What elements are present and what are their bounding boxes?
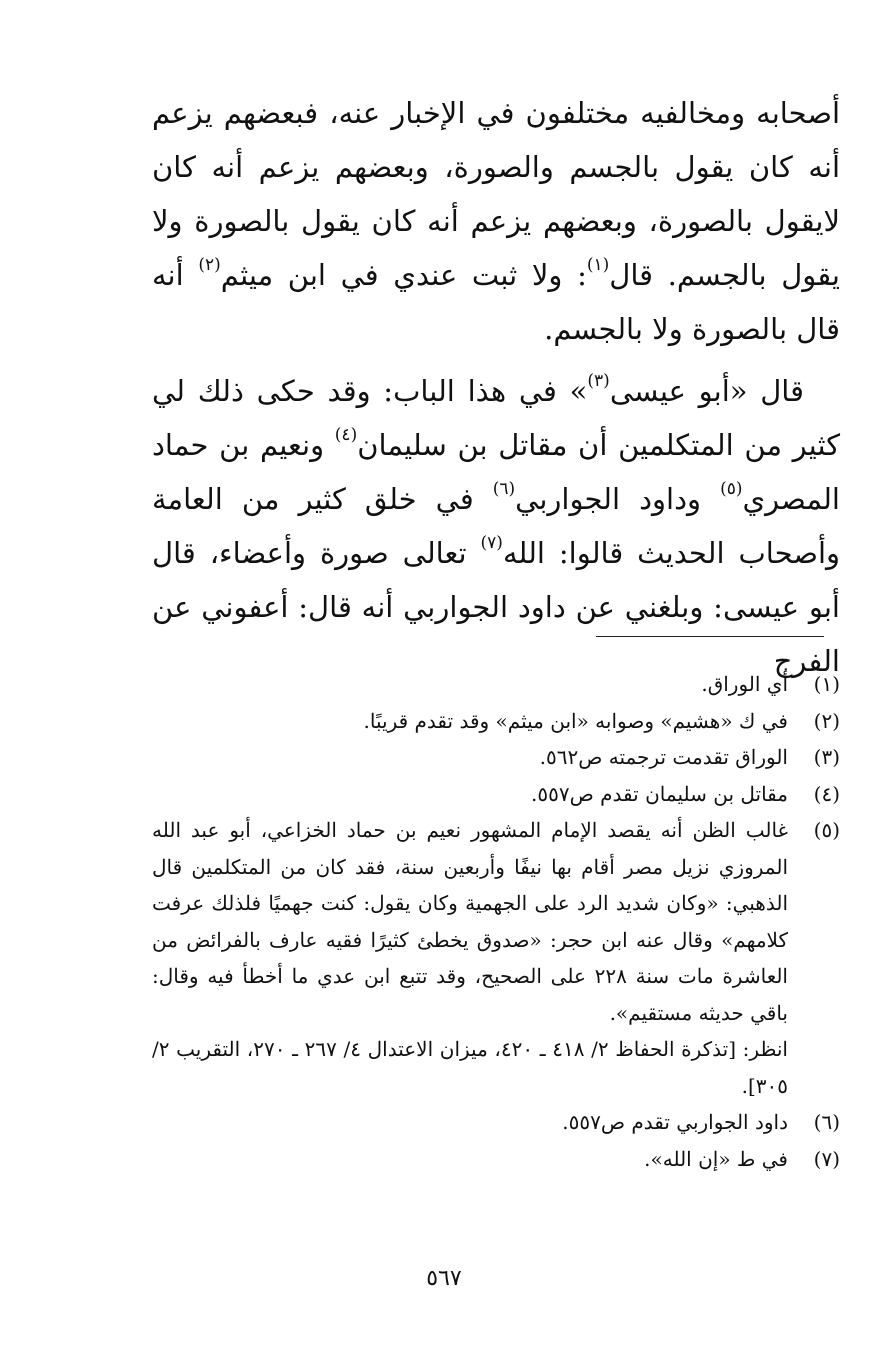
footnote-number: (٤) — [813, 781, 840, 806]
footnote-text: في ط «إن الله». — [644, 1146, 788, 1171]
footnote-ref-6[interactable]: (٦) — [492, 479, 516, 500]
footnote-number: (٧) — [813, 1146, 840, 1171]
footnote-text: أي الوراق. — [701, 672, 788, 696]
footnote-number: (٣) — [813, 745, 840, 769]
text-span: ونعيم بن حماد المصري — [152, 428, 840, 516]
footnote-4 — [152, 776, 840, 813]
footnote-ref-4[interactable]: (٤) — [334, 425, 358, 446]
footnote-2 — [152, 703, 840, 740]
footnote-ref-7[interactable]: (٧) — [480, 533, 503, 554]
footnote-text: مقاتل بن سليمان تقدم ص٥٥٧. — [531, 781, 788, 806]
text-span: » في هذا الباب: وقد حكى ذلك لي كثير من المتكلمين أن مقاتل بن سليمان — [152, 374, 840, 462]
text-span: أصحابه ومخالفيه مختلفون في الإخبار عنه، فبعضهم يزعم أنه كان يقول بالجسم والصورة، وبعضهم يزعم أنه كان لايقول بالصورة، وبعضهم يزعم أنه كان يقول بالصورة ولا يقول بالجسم. قال — [152, 96, 840, 292]
footnote-7 — [152, 1141, 840, 1178]
footnote-number: (٥) — [813, 818, 840, 842]
main-text — [152, 86, 840, 688]
footnote-number: (٦) — [813, 1110, 840, 1134]
main-paragraph-2 — [152, 364, 840, 688]
footnote-ref-2[interactable]: (٢) — [198, 255, 221, 276]
footnote-text: في ك «هشيم» وصوابه «ابن ميثم» وقد تقدم قريبًا. — [363, 708, 788, 733]
text-span: قال «أبو عيسى — [609, 374, 804, 408]
footnote-3 — [152, 739, 840, 776]
footnote-separator — [596, 636, 824, 637]
text-span: : ولا ثبت عندي في ابن ميثم — [220, 258, 587, 292]
text-span: وداود الجواربي — [515, 482, 721, 516]
page-number: ٥٦٧ — [426, 1266, 462, 1291]
footnote-ref-1[interactable]: (١) — [586, 255, 610, 276]
footnote-6 — [152, 1104, 840, 1141]
footnote-number: (١) — [813, 672, 840, 696]
footnote-number: (٢) — [813, 708, 840, 733]
footnote-ref-3[interactable]: (٣) — [587, 371, 610, 392]
footnotes — [152, 666, 840, 1177]
footnote-text: داود الجواربي تقدم ص٥٥٧. — [562, 1110, 788, 1134]
text-span: في خلق كثير من العامة وأصحاب الحديث قالوا: الله — [152, 482, 841, 570]
footnote-5 — [152, 812, 840, 1104]
text-span: أنه قال بالصورة ولا بالجسم. — [152, 258, 840, 346]
footnote-1 — [152, 666, 840, 703]
main-paragraph-1 — [152, 86, 840, 356]
footnote-text — [152, 812, 788, 1104]
footnote-text-references: انظر: [تذكرة الحفاظ ٢/ ٤١٨ ـ ٤٢٠، ميزان الاعتدال ٤/ ٢٦٧ ـ ٢٧٠، التقريب ٢/ ٣٠٥]. — [152, 1037, 788, 1098]
footnote-text-main: غالب الظن أنه يقصد الإمام المشهور نعيم بن حماد الخزاعي، أبو عبد الله المروزي نزيل مصر أقام بها نيفًا وأربعين سنة، فقد كان من المتكلمين قال الذهبي: «وكان شديد الرد على الجهمية وكان يقول: كنت جهميًا فلذلك عرفت كلامهم» وقال عنه ابن حجر: «صدوق يخطئ كثيرًا فقيه عارف بالفرائض من العاشرة مات سنة ٢٢٨ على الصحيح، وقد تتبع ابن عدي ما أخطأ فيه وقال: باقي حديثه مستقيم». — [152, 818, 788, 1025]
footnote-ref-5[interactable]: (٥) — [720, 479, 743, 500]
text-span: تعالى صورة وأعضاء، قال أبو عيسى: وبلغني عن داود الجواربي أنه قال: أعفوني عن الفرج — [152, 536, 840, 678]
footnote-text: الوراق تقدمت ترجمته ص٥٦٢. — [539, 745, 788, 769]
